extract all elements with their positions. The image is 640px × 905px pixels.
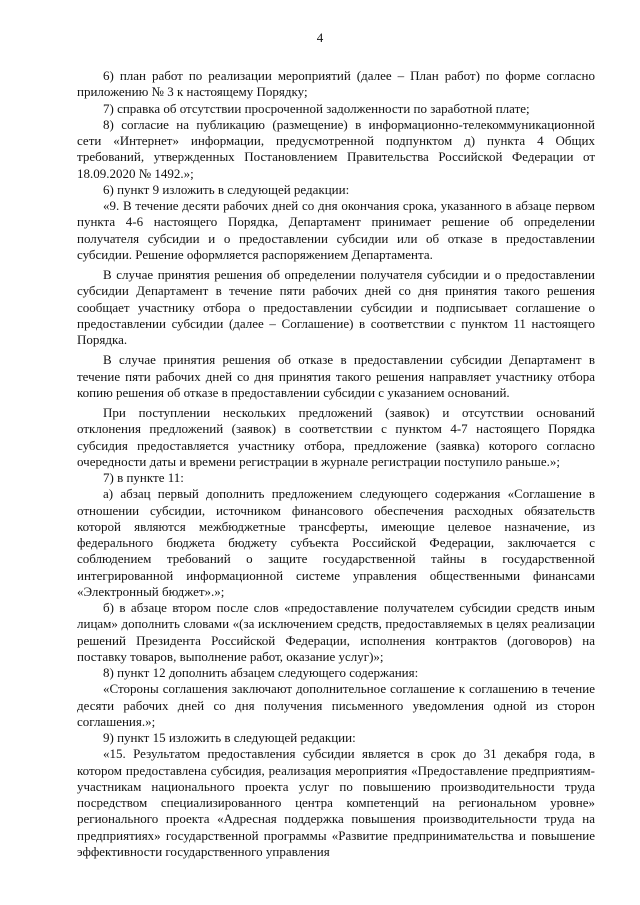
paragraph-9: 7) в пункте 11:: [103, 470, 184, 485]
paragraph-11: б) в абзаце втором после слов «предоставление получателем субсидии средств иным лицам» дополнить словами «(за исключением средств, предоставляемых в целях реализации решений Президента Российской Федерации, исполнения контрактов (договоров) на поставку товаров, выполнение работ, оказание услуг)»;: [77, 600, 595, 664]
paragraph-15: «15. Результатом предоставления субсидии является в срок до 31 декабря года, в котором предоставлена субсидия, реализация мероприятия «Предоставление предприятиям-участникам национального проекта услуг по повышению производительности труда посредством специализированного центра компетенций на региональном уровне» регионального проекта «Адресная поддержка повышения производительности труда на предприятиях» государственной программы «Развитие предпринимательства и повышение эффективности государственного управления: [77, 746, 595, 859]
paragraph-3: 8) согласие на публикацию (размещение) в информационно-телекоммуникационной сети «Интернет» информации, предусмотренной подпунктом д) пункта 4 Общих требований, утвержденных Постановлением Правительства Российской Федерации от 18.09.2020 № 1492.»;: [77, 116, 595, 181]
paragraph-13: «Стороны соглашения заключают дополнительное соглашение к соглашению в течение десяти рабочих дней со дня получения письменного уведомления одной из сторон соглашения.»;: [77, 681, 595, 729]
paragraph-4: 6) пункт 9 изложить в следующей редакции:: [103, 181, 350, 197]
paragraph-10: а) абзац первый дополнить предложением следующего содержания «Соглашение в отношении субсидии, источником финансового обеспечения расходных обязательств которой являются межбюджетные трансферты, имеющие целевое назначение, из федерального бюджета бюджету субъекта Российской Федерации, заключается с соблюдением требований о защите государственной тайны в государственной интегрированной информационной системе управления общественными финансами «Электронный бюджет».»;: [77, 486, 595, 599]
paragraph-14: 9) пункт 15 изложить в следующей редакции:: [103, 730, 356, 745]
paragraph-1: 6) план работ по реализации мероприятий (далее – План работ) по форме согласно приложению № 3 к настоящему Порядку;: [77, 68, 595, 100]
paragraph-7: В случае принятия решения об отказе в предоставлении субсидии Департамент в течение пяти рабочих дней со дня принятия такого решения направляет участнику отбора копию решения об отказе в предоставлении субсидии с указанием оснований.: [77, 352, 595, 400]
page-number: 4: [316, 30, 324, 45]
paragraph-12: 8) пункт 12 дополнить абзацем следующего содержания:: [103, 665, 419, 680]
document-body: [77, 68, 595, 860]
paragraph-2: 7) справка об отсутствии просроченной задолженности по заработной плате;: [103, 100, 530, 116]
paragraph-8: При поступлении нескольких предложений (заявок) и отсутствии оснований отклонения предложений (заявок) в соответствии с пунктом 4-7 настоящего Порядка субсидия предоставляется участнику отбора, предложение (заявка) которого согласно очередности даты и времени регистрации в журнале регистрации поступило раньше.»;: [77, 405, 595, 469]
paragraph-6: В случае принятия решения об определении получателя субсидии и о предоставлении субсидии Департамент в течение пяти рабочих дней со дня принятия такого решения сообщает участнику отбора о предоставлении субсидии и подписывает соглашение о предоставлении субсидии (далее – Соглашение) в соответствии с пунктом 11 настоящего Порядка.: [77, 267, 595, 347]
paragraph-5: «9. В течение десяти рабочих дней со дня окончания срока, указанного в абзаце первом пункта 4-6 настоящего Порядка, Департамент принимает решение об определении получателя субсидии и о предоставлении субсидии или об отказе в предоставлении субсидии. Решение оформляется распоряжением Департамента.: [77, 198, 595, 262]
